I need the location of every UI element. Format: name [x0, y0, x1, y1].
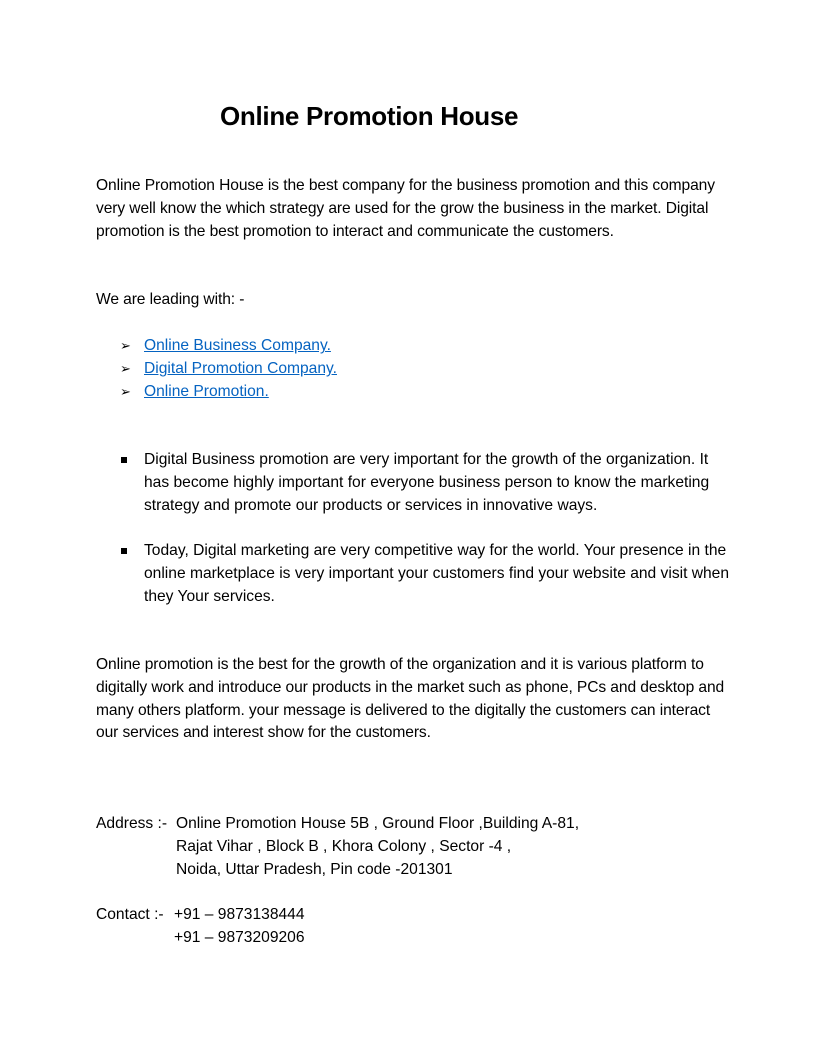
- services-link-list: [120, 335, 337, 403]
- list-item: [120, 449, 730, 517]
- outro-paragraph: Online promotion is the best for the growth of the organization and it is various platform to digitally work and introduce our products in the market such as phone, PCs and desktop and many others platform. your message is delivered to the digitally the customers can interact our services and interest show for the customers.: [96, 656, 725, 742]
- phone-number: +91 – 9873138444: [174, 906, 305, 923]
- link-online-promotion[interactable]: Online Promotion.: [144, 382, 269, 400]
- bullet-text: Digital Business promotion are very important for the growth of the organization. It has become highly important for everyone business person to know the marketing strategy and promote our products or services in innovative ways.: [144, 451, 710, 514]
- page-title: Online Promotion House: [220, 101, 519, 131]
- intro-paragraph: Online Promotion House is the best company for the business promotion and this company very well know the which strategy are used for the grow the business in the market. Digital promotion is the best promotion to interact and communicate the customers.: [96, 177, 715, 240]
- address-line: Rajat Vihar , Block B , Khora Colony , Sector -4 ,: [176, 837, 512, 855]
- list-item: [120, 381, 337, 404]
- arrow-bullet-icon: ➢: [120, 338, 131, 354]
- link-online-business-company[interactable]: Online Business Company.: [144, 337, 331, 355]
- square-bullet-icon: [120, 540, 144, 608]
- contact-label: Contact :-: [96, 906, 164, 923]
- list-item: [120, 540, 730, 608]
- list-item: [120, 358, 337, 381]
- address-label: Address :-: [96, 815, 168, 832]
- arrow-bullet-icon: ➢: [120, 361, 131, 377]
- address-line: Online Promotion House 5B , Ground Floor ,Building A-81,: [176, 815, 580, 832]
- bullet-text: Today, Digital marketing are very competitive way for the world. Your presence in the online marketplace is very important your customers find your website and visit when they Your services.: [144, 542, 730, 605]
- leading-label: We are leading with: -: [96, 291, 245, 308]
- contact-block: [96, 904, 305, 950]
- phone-number: +91 – 9873209206: [174, 928, 305, 946]
- square-bullet-icon: [120, 449, 144, 517]
- address-line: Noida, Uttar Pradesh, Pin code -201301: [176, 860, 453, 878]
- arrow-bullet-icon: ➢: [120, 383, 131, 399]
- list-item: [120, 335, 337, 358]
- bullet-list: [120, 449, 730, 631]
- link-digital-promotion-company[interactable]: Digital Promotion Company.: [144, 360, 337, 378]
- address-block: [96, 813, 579, 881]
